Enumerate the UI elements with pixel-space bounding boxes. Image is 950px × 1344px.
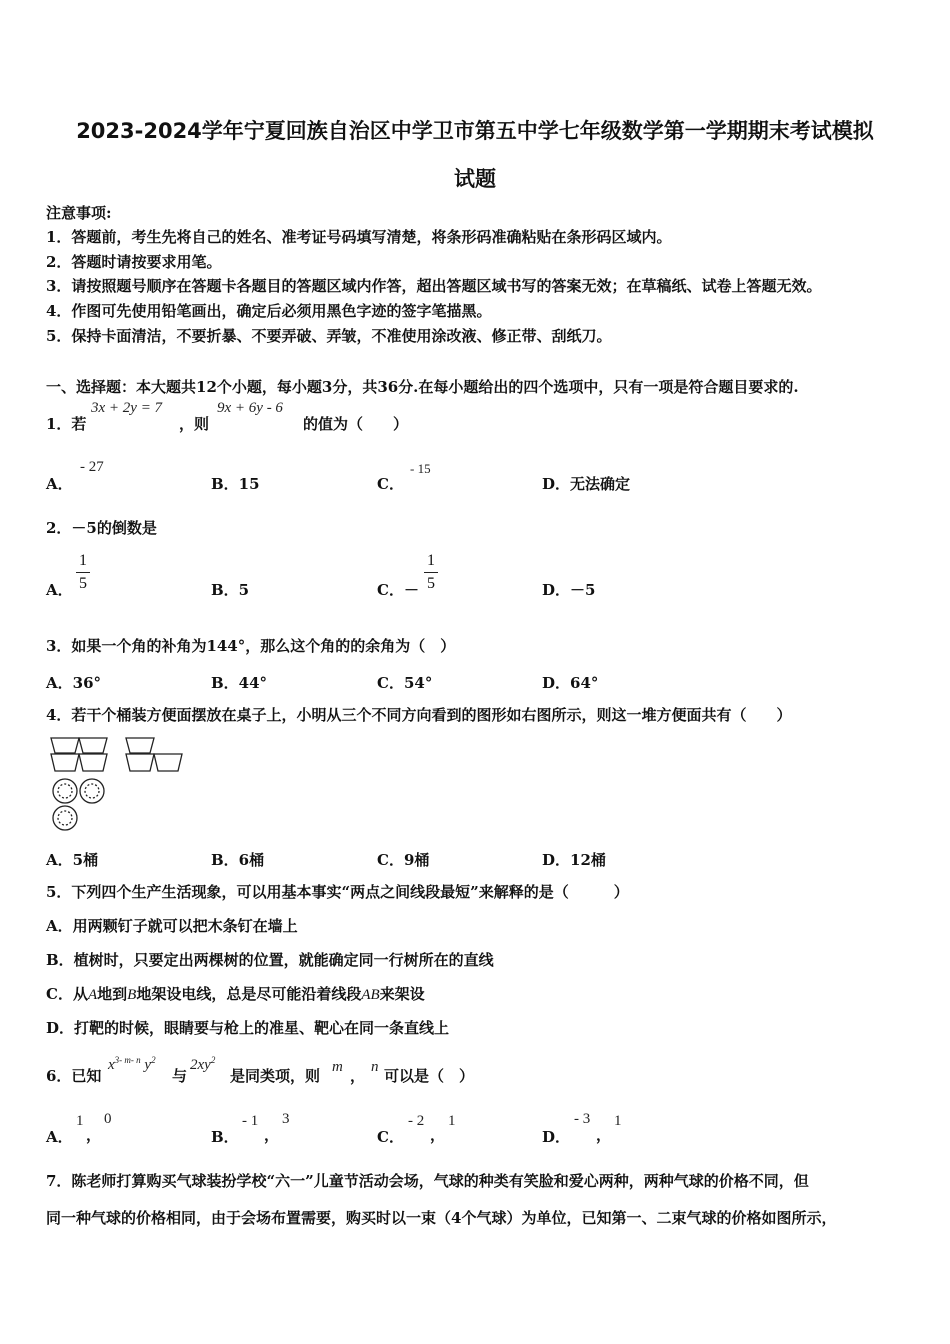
q4-option-d: D．12桶 xyxy=(542,851,606,869)
side-view-bucket xyxy=(126,754,154,771)
notice-heading: 注意事项: xyxy=(46,204,112,222)
q3-stem: 3．如果一个角的补角为144°，那么这个角的的余角为（ ） xyxy=(46,637,456,655)
q1-mid: ，则 xyxy=(179,415,210,433)
q1-option-c: C． xyxy=(377,475,404,493)
segment-ab: AB xyxy=(361,987,380,1003)
top-view-circle xyxy=(80,779,104,803)
q1-option-b: B．15 xyxy=(211,475,260,493)
q6-a-m: 1 xyxy=(76,1113,84,1129)
fraction-denominator: 5 xyxy=(427,575,435,592)
q6-d-m: - 3 xyxy=(574,1111,591,1127)
q6-b-comma: ， xyxy=(264,1126,280,1144)
q1-option-a-value: - 27 xyxy=(80,459,104,475)
q1-option-d: D．无法确定 xyxy=(542,475,631,493)
front-view-bucket xyxy=(79,754,107,771)
q3-option-c: C．54° xyxy=(377,674,433,692)
q6-term1-y: y xyxy=(144,1057,152,1073)
q7-line1: 7．陈老师打算购买气球装扮学校“六一”儿童节活动会场，气球的种类有笑脸和爱心两种，两种气球的价格不同，但 xyxy=(46,1172,809,1190)
q6-c-comma: ， xyxy=(430,1126,446,1144)
q6-comma: ， xyxy=(350,1067,366,1085)
q2-option-d: D．－5 xyxy=(542,581,596,599)
front-view-bucket xyxy=(51,754,79,771)
top-view-inner-circle xyxy=(85,784,99,798)
q6-mid: 与 xyxy=(172,1067,188,1085)
fraction-numerator: 1 xyxy=(427,552,435,569)
q6-option-d: D． xyxy=(542,1128,571,1146)
q1-suffix: 的值为（ ） xyxy=(303,415,409,433)
q6-b-m: - 1 xyxy=(242,1113,259,1129)
q5-c-mid1: 地到 xyxy=(97,985,128,1003)
q6-c-m: - 2 xyxy=(408,1113,425,1129)
notice-item: 1．答题前，考生先将自己的姓名、准考证号码填写清楚，将条形码准确粘贴在条形码区域内。 xyxy=(46,228,672,246)
q6-d-comma: ， xyxy=(596,1126,612,1144)
q6-term2-exponent: 2 xyxy=(210,1055,216,1065)
side-view-bucket xyxy=(126,738,154,753)
notice-item: 3．请按照题号顺序在答题卡各题目的答题区域内作答，超出答题区域书写的答案无效；在草稿纸、试卷上答题无效。 xyxy=(46,277,822,295)
q3-option-d: D．64° xyxy=(542,674,599,692)
q6-term2-base: 2xy xyxy=(190,1057,211,1073)
q4-option-c: C．9桶 xyxy=(377,851,430,869)
fraction-numerator: 1 xyxy=(79,552,87,569)
fraction-denominator: 5 xyxy=(79,575,87,592)
fraction-bar xyxy=(424,572,438,573)
q2-stem: 2．－5的倒数是 xyxy=(46,519,157,537)
exam-title-line1: 2023-2024学年宁夏回族自治区中学卫市第五中学七年级数学第一学期期末考试模拟 xyxy=(76,119,874,143)
q5-c-mid2: 地架设电线，总是尽可能沿着线段 xyxy=(136,985,362,1003)
q4-stem: 4．若干个桶装方便面摆放在桌子上，小明从三个不同方向看到的图形如右图所示，则这一堆方便面共有（ ） xyxy=(46,706,792,724)
q1-prefix: 1．若 xyxy=(46,415,87,433)
q1-option-c-value: - 15 xyxy=(410,461,431,476)
q6-a-n: 0 xyxy=(104,1111,112,1127)
q7-line2: 同一种气球的价格相同，由于会场布置需要，购买时以一束（4个气球）为单位，已知第一、二束气球的价格如图所示， xyxy=(46,1209,837,1227)
notice-item: 4．作图可先使用铅笔画出，确定后必须用黑色字迹的签字笔描黑。 xyxy=(46,302,492,320)
q6-term1-y-exponent: 2 xyxy=(151,1055,156,1065)
top-view-inner-circle xyxy=(58,811,72,825)
q6-term1-base: x xyxy=(108,1057,115,1073)
q6-c-n: 1 xyxy=(448,1113,456,1129)
q6-suffix2: 可以是（ ） xyxy=(384,1067,475,1085)
notice-item: 5．保持卡面清洁，不要折暴、不要弄破、弄皱，不准使用涂改液、修正带、刮纸刀。 xyxy=(46,327,612,345)
q4-option-b: B．6桶 xyxy=(211,851,265,869)
front-view-bucket xyxy=(51,738,79,753)
q6-option-c: C． xyxy=(377,1128,404,1146)
q5-option-a: A．用两颗钉子就可以把木条钉在墙上 xyxy=(46,917,298,935)
q5-stem: 5．下列四个生产生活现象，可以用基本事实“两点之间线段最短”来解释的是（ ） xyxy=(46,883,629,901)
exam-title-line2: 试题 xyxy=(454,167,496,191)
q5-option-b: B．植树时，只要定出两棵树的位置，就能确定同一行树所在的直线 xyxy=(46,951,494,969)
q4-three-view-figure xyxy=(48,734,188,834)
q5-c-post: 来架设 xyxy=(379,985,425,1003)
q6-d-n: 1 xyxy=(614,1113,622,1129)
q3-option-b: B．44° xyxy=(211,674,268,692)
side-view-bucket xyxy=(154,754,182,771)
q1-expression: 9x + 6y - 6 xyxy=(217,400,283,416)
q4-option-a: A．5桶 xyxy=(46,851,99,869)
point-a: A xyxy=(87,987,98,1003)
q6-suffix1: 是同类项，则 xyxy=(230,1067,321,1085)
q6-a-comma: ， xyxy=(86,1126,102,1144)
q1-option-a: A． xyxy=(46,475,73,493)
q2-option-a: A． xyxy=(46,581,73,599)
q5-option-d: D．打靶的时候，眼睛要与枪上的准星、靶心在同一条直线上 xyxy=(46,1019,450,1037)
q1-equation: 3x + 2y = 7 xyxy=(91,400,163,416)
q6-term1 xyxy=(108,1055,156,1074)
q2-option-c-fraction xyxy=(424,552,438,593)
q3-option-a: A．36° xyxy=(46,674,102,692)
q6-option-b: B． xyxy=(211,1128,239,1146)
q6-term2 xyxy=(190,1055,215,1074)
q6-prefix: 6．已知 xyxy=(46,1067,102,1085)
q5-c-pre: C．从 xyxy=(46,985,88,1003)
q2-option-b: B．5 xyxy=(211,581,250,599)
section-heading: 一、选择题：本大题共12个小题，每小题3分，共36分.在每小题给出的四个选项中，只有一项是符合题目要求的. xyxy=(46,378,799,396)
q6-b-n: 3 xyxy=(282,1111,290,1127)
q6-m: m xyxy=(332,1059,343,1075)
top-view-circle xyxy=(53,779,77,803)
q6-term1-exponent: 3- m- n xyxy=(114,1055,141,1065)
top-view-circle xyxy=(53,806,77,830)
q6-n: n xyxy=(371,1059,379,1075)
q2-option-a-fraction xyxy=(76,552,90,593)
point-b: B xyxy=(127,987,137,1003)
q6-option-a: A． xyxy=(46,1128,73,1146)
top-view-inner-circle xyxy=(58,784,72,798)
q5-option-c xyxy=(46,985,425,1004)
notice-item: 2．答题时请按要求用笔。 xyxy=(46,253,222,271)
fraction-bar xyxy=(76,572,90,573)
q2-option-c: C．－ xyxy=(377,581,419,599)
front-view-bucket xyxy=(79,738,107,753)
